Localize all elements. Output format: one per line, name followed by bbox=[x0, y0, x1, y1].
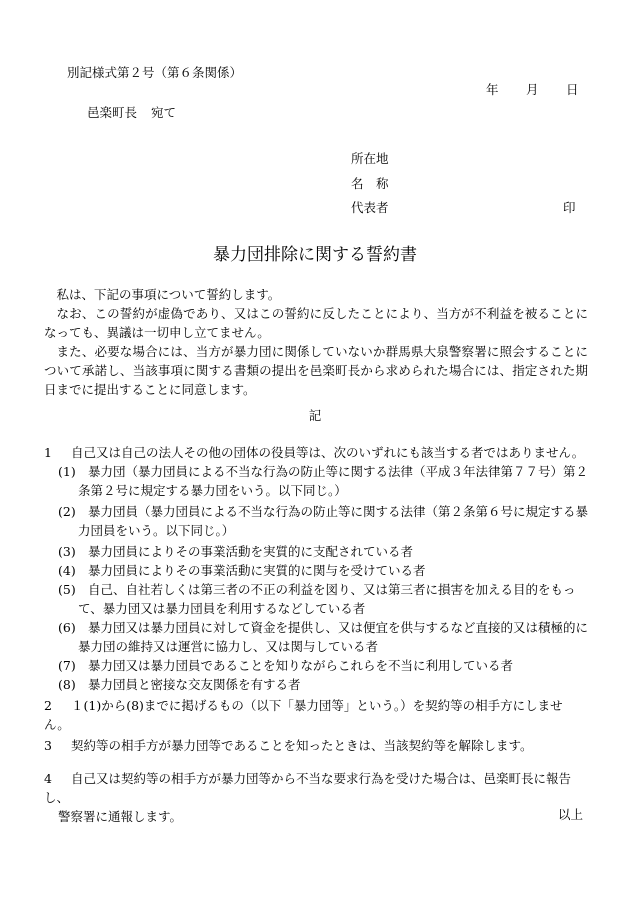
date-month-label: 月 bbox=[526, 82, 539, 97]
item-4-text-line-2: 警察署に通報します。 bbox=[58, 809, 183, 824]
subitem-6-number: (6) bbox=[58, 620, 76, 635]
date-row bbox=[486, 80, 579, 99]
representative-label: 代表者 bbox=[351, 200, 389, 215]
item-1-number: 1 bbox=[44, 445, 52, 460]
subitem-1-text: 暴力団（暴力団員による不当な行為の防止等に関する法律（平成３年法律第７７号）第２条第２号に規定する暴力団をいう。以下同じ。） bbox=[78, 464, 589, 498]
item-3-number: 3 bbox=[44, 738, 52, 753]
item-4-number: 4 bbox=[44, 771, 52, 786]
location-label: 所在地 bbox=[351, 151, 389, 166]
name-label: 名 称 bbox=[351, 176, 389, 191]
subitem-2 bbox=[58, 502, 588, 540]
subitem-7-text: 暴力団又は暴力団員であることを知りながらこれらを不当に利用している者 bbox=[88, 658, 514, 673]
subitem-6 bbox=[58, 618, 588, 656]
subitem-1-number: (1) bbox=[58, 464, 76, 479]
subitem-6-text: 暴力団又は暴力団員に対して資金を提供し、又は便宜を供与するなど直接的又は積極的に暴力団の維持又は運営に協力し、又は関与している者 bbox=[78, 620, 589, 654]
subitem-5-number: (5) bbox=[58, 582, 76, 597]
seal-label: 印 bbox=[563, 200, 576, 215]
intro-paragraph-3: また、必要な場合には、当方が暴力団に関係していないか群馬県大泉警察署に照会することについて承諾し、当該事項に関する書類の提出を邑楽町長から求められた場合には、指定された期日までに提出することに同意します。 bbox=[44, 344, 588, 397]
subitem-2-text: 暴力団員（暴力団員による不当な行為の防止等に関する法律（第２条第６号に規定する暴力団員をいう。以下同じ。） bbox=[78, 504, 589, 538]
subitem-8-number: (8) bbox=[58, 677, 76, 692]
date-day-label: 日 bbox=[566, 82, 579, 97]
subitem-4-text: 暴力団員によりその事業活動に実質的に関与を受けている者 bbox=[88, 563, 426, 578]
addressee-name: 邑楽町長 bbox=[87, 105, 138, 120]
item-4-text-line-1: 自己又は契約等の相手方が暴力団等から不当な要求行為を受けた場合は、邑楽町長に報告し、 bbox=[44, 771, 572, 805]
form-number: 別記様式第２号（第６条関係） bbox=[67, 65, 243, 80]
intro-paragraph-1: 私は、下記の事項について誓約します。 bbox=[56, 287, 281, 302]
subitem-3-number: (3) bbox=[58, 544, 76, 559]
item-1-text: 自己又は自己の法人その他の団体の役員等は、次のいずれにも該当する者ではありません。 bbox=[71, 445, 585, 460]
subitem-4-number: (4) bbox=[58, 563, 76, 578]
document-title: 暴力団排除に関する誓約書 bbox=[213, 245, 417, 265]
item-1 bbox=[44, 443, 588, 462]
item-2 bbox=[44, 696, 588, 734]
item-3-text: 契約等の相手方が暴力団等であることを知ったときは、当該契約等を解除します。 bbox=[71, 738, 533, 753]
item-4 bbox=[44, 769, 588, 826]
subitem-5 bbox=[58, 580, 588, 618]
subitem-7-number: (7) bbox=[58, 658, 76, 673]
item-2-number: 2 bbox=[44, 698, 52, 713]
subitem-5-text: 自己、自社若しくは第三者の不正の利益を図り、又は第三者に損害を加える目的をもって、暴力団又は暴力団員を利用するなどしている者 bbox=[78, 582, 576, 616]
intro-section bbox=[44, 285, 588, 399]
addressee bbox=[87, 103, 176, 122]
subitem-3-text: 暴力団員によりその事業活動を実質的に支配されている者 bbox=[88, 544, 414, 559]
subitem-8 bbox=[58, 675, 588, 694]
subitem-1 bbox=[58, 462, 588, 500]
subitem-7 bbox=[58, 656, 588, 675]
subitem-3 bbox=[58, 542, 588, 561]
item-2-text: １(1)から(8)までに掲げるもの（以下「暴力団等」という。）を契約等の相手方にしません。 bbox=[44, 698, 563, 732]
item-1-sublist bbox=[58, 462, 588, 694]
intro-paragraph-2: なお、この誓約が虚偽であり、又はこの誓約に反したことにより、当方が不利益を被ることになっても、異議は一切申し立てません。 bbox=[44, 306, 588, 340]
subitem-4 bbox=[58, 561, 588, 580]
ki-heading: 記 bbox=[308, 408, 322, 423]
item-3 bbox=[44, 736, 588, 755]
addressee-suffix: 宛て bbox=[151, 105, 177, 120]
subitem-8-text: 暴力団員と密接な交友関係を有する者 bbox=[88, 677, 301, 692]
date-year-label: 年 bbox=[486, 82, 499, 97]
subitem-2-number: (2) bbox=[58, 504, 76, 519]
closing-ijou: 以上 bbox=[558, 807, 584, 822]
